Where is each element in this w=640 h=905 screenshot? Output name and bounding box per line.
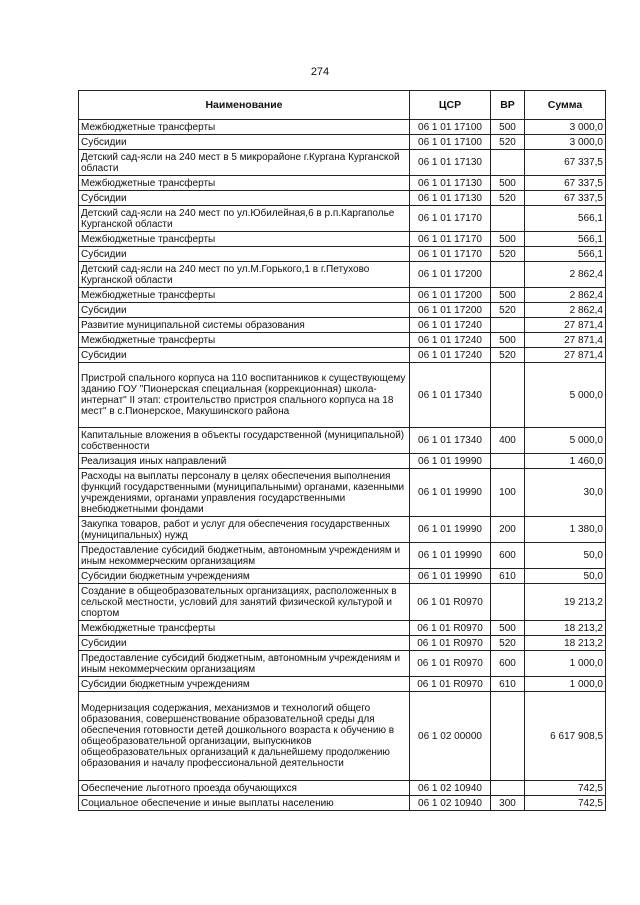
table-row (79, 692, 606, 781)
cell-name: Обеспечение льготного проезда обучающихся (79, 781, 410, 796)
cell-csr: 06 1 01 17130 (410, 150, 491, 176)
cell-name: Субсидии бюджетным учреждениям (79, 569, 410, 584)
cell-name: Предоставление субсидий бюджетным, автономным учреждениям и иным некоммерческим организациям (79, 651, 410, 677)
cell-csr: 06 1 01 17200 (410, 262, 491, 288)
cell-name: Пристрой спального корпуса на 110 воспитанников к существующему зданию ГОУ "Пионерская специальная (коррекционная) школа-интернат" II этап: строительство пристроя спального корпуса на 18 мест" в с.Пионерское, Макушинского района (79, 363, 410, 428)
cell-csr: 06 1 01 R0970 (410, 677, 491, 692)
header-name: Наименование (79, 91, 410, 120)
table-row (79, 348, 606, 363)
table-row (79, 363, 606, 428)
cell-csr: 06 1 01 17240 (410, 348, 491, 363)
cell-sum: 1 380,0 (525, 517, 606, 543)
cell-csr: 06 1 01 19990 (410, 517, 491, 543)
cell-sum: 27 871,4 (525, 333, 606, 348)
cell-sum: 67 337,5 (525, 191, 606, 206)
cell-name: Модернизация содержания, механизмов и технологий общего образования, совершенствование образовательной среды для обеспечения готовности детей дошкольного возраста к обучению в общеобразовательной организации, выпускников общеобразовательных организаций к дальнейшему продолжению образования и началу профессиональной деятельности (79, 692, 410, 781)
cell-vr (491, 363, 525, 428)
cell-csr: 06 1 01 17200 (410, 303, 491, 318)
cell-name: Закупка товаров, работ и услуг для обеспечения государственных (муниципальных) нужд (79, 517, 410, 543)
cell-sum: 50,0 (525, 543, 606, 569)
table-row (79, 191, 606, 206)
cell-vr (491, 454, 525, 469)
cell-name: Субсидии (79, 303, 410, 318)
cell-vr (491, 318, 525, 333)
cell-vr (491, 781, 525, 796)
cell-sum: 18 213,2 (525, 636, 606, 651)
cell-sum: 1 460,0 (525, 454, 606, 469)
cell-vr: 520 (491, 247, 525, 262)
cell-csr: 06 1 01 19990 (410, 454, 491, 469)
cell-csr: 06 1 01 17100 (410, 135, 491, 150)
cell-vr: 200 (491, 517, 525, 543)
cell-csr: 06 1 01 17340 (410, 363, 491, 428)
cell-name: Межбюджетные трансферты (79, 621, 410, 636)
cell-csr: 06 1 01 19990 (410, 543, 491, 569)
cell-sum: 2 862,4 (525, 262, 606, 288)
cell-sum: 19 213,2 (525, 584, 606, 621)
cell-name: Субсидии бюджетным учреждениям (79, 677, 410, 692)
cell-sum: 67 337,5 (525, 176, 606, 191)
cell-vr: 100 (491, 469, 525, 517)
cell-vr: 610 (491, 569, 525, 584)
cell-name: Субсидии (79, 348, 410, 363)
table-row (79, 517, 606, 543)
table-row (79, 584, 606, 621)
cell-csr: 06 1 01 17170 (410, 206, 491, 232)
cell-sum: 2 862,4 (525, 288, 606, 303)
cell-csr: 06 1 01 17170 (410, 247, 491, 262)
cell-sum: 1 000,0 (525, 677, 606, 692)
table-row (79, 636, 606, 651)
cell-vr: 600 (491, 651, 525, 677)
cell-sum: 5 000,0 (525, 428, 606, 454)
table-row (79, 206, 606, 232)
table-row (79, 303, 606, 318)
header-sum: Сумма (525, 91, 606, 120)
cell-name: Расходы на выплаты персоналу в целях обеспечения выполнения функций государственными (муниципальными) органами, казенными учреждениями, органами управления государственными внебюджетными фондами (79, 469, 410, 517)
table-row (79, 569, 606, 584)
cell-name: Межбюджетные трансферты (79, 176, 410, 191)
cell-vr (491, 150, 525, 176)
cell-sum: 3 000,0 (525, 135, 606, 150)
cell-vr (491, 692, 525, 781)
cell-vr: 500 (491, 232, 525, 247)
cell-csr: 06 1 02 00000 (410, 692, 491, 781)
cell-csr: 06 1 01 R0970 (410, 621, 491, 636)
cell-sum: 67 337,5 (525, 150, 606, 176)
cell-vr: 600 (491, 543, 525, 569)
cell-name: Детский сад-ясли на 240 мест по ул.М.Горького,1 в г.Петухово Курганской области (79, 262, 410, 288)
table-row (79, 333, 606, 348)
cell-sum: 566,1 (525, 247, 606, 262)
cell-csr: 06 1 01 17170 (410, 232, 491, 247)
cell-name: Субсидии (79, 636, 410, 651)
cell-sum: 742,5 (525, 796, 606, 811)
table-row (79, 543, 606, 569)
cell-csr: 06 1 01 17340 (410, 428, 491, 454)
cell-csr: 06 1 02 10940 (410, 781, 491, 796)
cell-vr (491, 262, 525, 288)
table-row (79, 176, 606, 191)
header-csr: ЦСР (410, 91, 491, 120)
cell-csr: 06 1 01 R0970 (410, 651, 491, 677)
cell-vr: 500 (491, 621, 525, 636)
cell-vr: 520 (491, 303, 525, 318)
cell-sum: 2 862,4 (525, 303, 606, 318)
cell-csr: 06 1 01 19990 (410, 469, 491, 517)
cell-sum: 6 617 908,5 (525, 692, 606, 781)
cell-sum: 30,0 (525, 469, 606, 517)
cell-name: Межбюджетные трансферты (79, 288, 410, 303)
table-row (79, 288, 606, 303)
table-row (79, 135, 606, 150)
budget-table (78, 90, 606, 811)
cell-vr: 300 (491, 796, 525, 811)
cell-vr: 520 (491, 348, 525, 363)
cell-sum: 5 000,0 (525, 363, 606, 428)
cell-csr: 06 1 01 19990 (410, 569, 491, 584)
cell-sum: 566,1 (525, 206, 606, 232)
cell-vr: 500 (491, 176, 525, 191)
cell-vr: 500 (491, 333, 525, 348)
table-row (79, 781, 606, 796)
table-row (79, 677, 606, 692)
cell-vr: 520 (491, 636, 525, 651)
table-row (79, 469, 606, 517)
cell-vr: 520 (491, 191, 525, 206)
cell-sum: 27 871,4 (525, 348, 606, 363)
cell-name: Субсидии (79, 135, 410, 150)
cell-sum: 742,5 (525, 781, 606, 796)
table-row (79, 150, 606, 176)
table-row (79, 796, 606, 811)
table-row (79, 232, 606, 247)
cell-csr: 06 1 01 17200 (410, 288, 491, 303)
table-row (79, 120, 606, 135)
cell-csr: 06 1 01 17240 (410, 318, 491, 333)
table-row (79, 318, 606, 333)
cell-vr: 520 (491, 135, 525, 150)
cell-name: Межбюджетные трансферты (79, 232, 410, 247)
cell-name: Социальное обеспечение и иные выплаты населению (79, 796, 410, 811)
cell-csr: 06 1 01 17130 (410, 176, 491, 191)
page-number: 274 (310, 66, 330, 78)
table-header-row (79, 91, 606, 120)
cell-name: Создание в общеобразовательных организациях, расположенных в сельской местности, условий для занятий физической культурой и спортом (79, 584, 410, 621)
cell-sum: 18 213,2 (525, 621, 606, 636)
cell-vr: 500 (491, 288, 525, 303)
cell-name: Межбюджетные трансферты (79, 120, 410, 135)
cell-name: Предоставление субсидий бюджетным, автономным учреждениям и иным некоммерческим организациям (79, 543, 410, 569)
table-row (79, 621, 606, 636)
cell-csr: 06 1 01 17240 (410, 333, 491, 348)
cell-sum: 27 871,4 (525, 318, 606, 333)
cell-csr: 06 1 01 R0970 (410, 584, 491, 621)
cell-vr (491, 584, 525, 621)
cell-name: Развитие муниципальной системы образования (79, 318, 410, 333)
cell-sum: 50,0 (525, 569, 606, 584)
cell-vr: 500 (491, 120, 525, 135)
table-row (79, 247, 606, 262)
cell-sum: 3 000,0 (525, 120, 606, 135)
cell-sum: 566,1 (525, 232, 606, 247)
cell-name: Субсидии (79, 247, 410, 262)
cell-csr: 06 1 01 17130 (410, 191, 491, 206)
cell-name: Детский сад-ясли на 240 мест по ул.Юбилейная,6 в р.п.Каргаполье Курганской области (79, 206, 410, 232)
table-body (79, 120, 606, 811)
table-row (79, 262, 606, 288)
cell-csr: 06 1 01 17100 (410, 120, 491, 135)
cell-csr: 06 1 02 10940 (410, 796, 491, 811)
header-vr: ВР (491, 91, 525, 120)
cell-name: Капитальные вложения в объекты государственной (муниципальной) собственности (79, 428, 410, 454)
cell-vr (491, 206, 525, 232)
table-row (79, 454, 606, 469)
cell-vr: 400 (491, 428, 525, 454)
cell-vr: 610 (491, 677, 525, 692)
table-row (79, 651, 606, 677)
cell-name: Субсидии (79, 191, 410, 206)
cell-name: Детский сад-ясли на 240 мест в 5 микрорайоне г.Кургана Курганской области (79, 150, 410, 176)
table-row (79, 428, 606, 454)
cell-sum: 1 000,0 (525, 651, 606, 677)
cell-name: Реализация иных направлений (79, 454, 410, 469)
cell-csr: 06 1 01 R0970 (410, 636, 491, 651)
cell-name: Межбюджетные трансферты (79, 333, 410, 348)
